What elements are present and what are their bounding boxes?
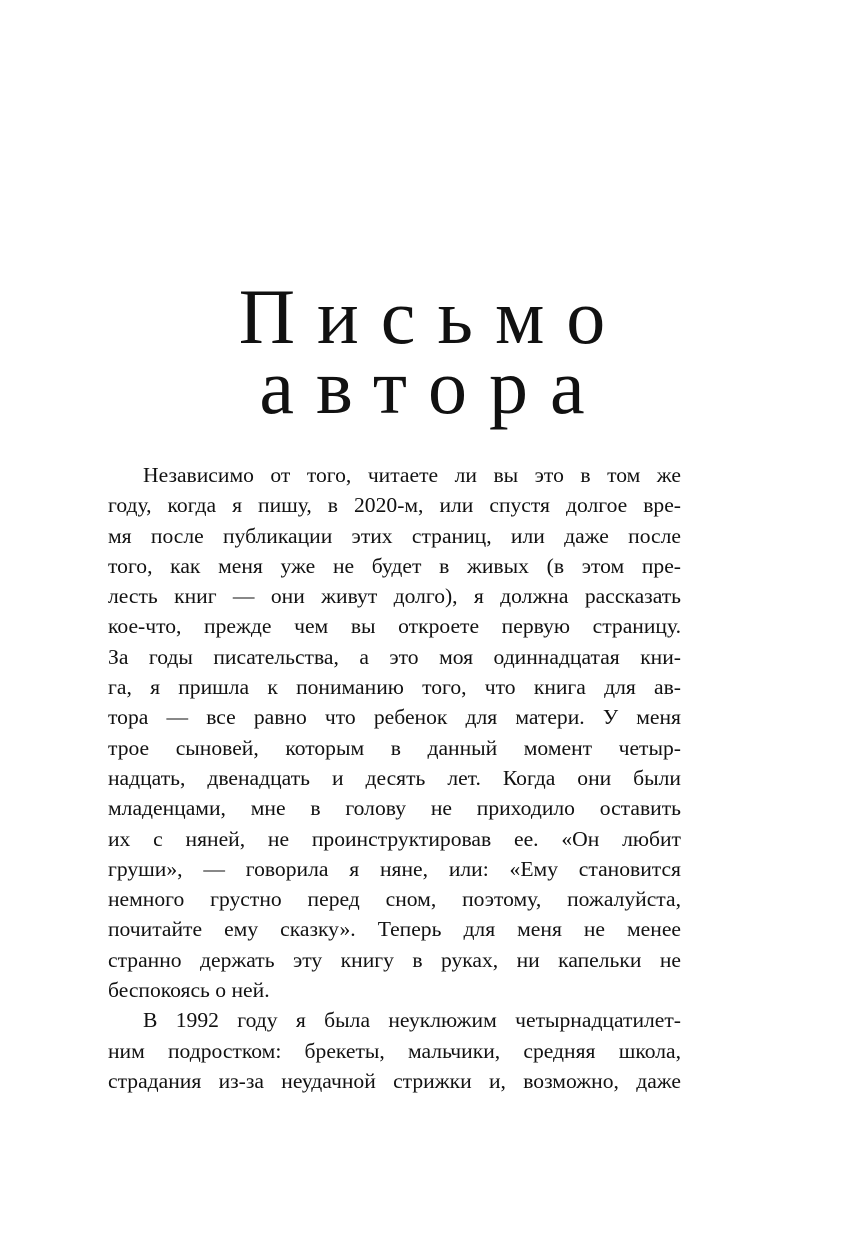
chapter-title: [0, 273, 844, 430]
text-line: младенцами, мне в голову не приходило оставить: [108, 796, 681, 821]
text-line: немного грустно перед сном, поэтому, пожалуйста,: [108, 887, 681, 912]
text-line: кое-что, прежде чем вы откроете первую страницу.: [108, 614, 681, 639]
text-line: году, когда я пишу, в 2020-м, или спустя долгое вре-: [108, 493, 681, 518]
paragraph-2: [108, 1005, 681, 1096]
text-line: почитайте ему сказку». Теперь для меня не менее: [108, 917, 681, 942]
text-line: ним подростком: брекеты, мальчики, средняя школа,: [108, 1038, 681, 1063]
text-line: беспокоясь о ней.: [108, 978, 270, 1003]
text-line: надцать, двенадцать и десять лет. Когда они были: [108, 765, 681, 790]
text-line: груши», — говорила я няне, или: «Ему становится: [108, 856, 681, 881]
text-line: лесть книг — они живут долго), я должна рассказать: [108, 584, 681, 609]
text-line: их с няней, не проинструктировав ее. «Он любит: [108, 826, 681, 851]
text-line: того, как меня уже не будет в живых (в этом пре-: [108, 553, 681, 578]
chapter-title-line-2: автора: [259, 343, 607, 430]
text-line: страдания из-за неудачной стрижки и, возможно, даже: [108, 1068, 681, 1093]
text-line: га, я пришла к пониманию того, что книга для ав-: [108, 675, 681, 700]
text-line: странно держать эту книгу в руках, ни капельки не: [108, 947, 681, 972]
text-line: мя после публикации этих страниц, или даже после: [108, 523, 681, 548]
body-text: [108, 460, 681, 1096]
text-line: тора — все равно что ребенок для матери. У меня: [108, 705, 681, 730]
text-line: Независимо от того, читаете ли вы это в том же: [143, 463, 681, 487]
paragraph-1: [108, 460, 681, 1005]
text-line: За годы писательства, а это моя одиннадцатая кни-: [108, 644, 681, 669]
text-line: В 1992 году я была неуклюжим четырнадцатилет-: [143, 1008, 681, 1033]
chapter-title-line-1: Письмо: [238, 273, 628, 360]
text-line: трое сыновей, которым в данный момент четыр-: [108, 735, 681, 760]
